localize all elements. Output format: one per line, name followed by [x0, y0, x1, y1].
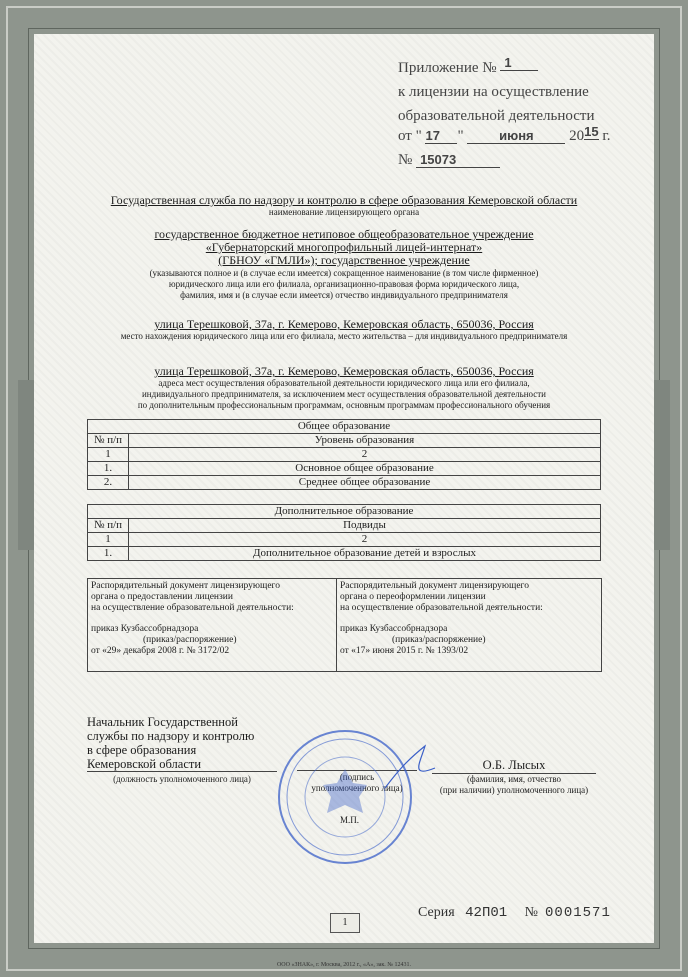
- activity-address: улица Терешковой, 37а, г. Кемерово, Кемеровская область, 650036, Россия: [154, 364, 534, 378]
- general-education-table: Общее образование № п/п Уровень образования 1 2 1. Основное общее образование 2. Среднее общее образование: [87, 419, 601, 490]
- org-address: улица Терешковой, 37а, г. Кемерово, Кемеровская область, 650036, Россия: [154, 317, 534, 331]
- appendix-number: 1: [500, 55, 537, 71]
- official-name: О.Б. Лысых: [432, 758, 596, 774]
- position-caption: (должность уполномоченного лица): [113, 774, 251, 784]
- org-name: государственное бюджетное нетиповое общеобразовательное учреждение «Губернаторский многопрофильный лицей-интернат» (ГБНОУ «ГМЛИ»); государственное учреждение: [154, 227, 534, 267]
- org-caption: (указываются полное и (в случае если имеется) сокращенное наименование (в том числе фирменное) юридического лица или его филиала, организационно-правовая форма юридического лица, фамилия, имя и (в случае если имеется) отчество индивидуального предпринимателя: [149, 268, 539, 300]
- appendix-line1: к лицензии на осуществление: [398, 84, 589, 100]
- form-series: Серия 42П01 № 0001571: [418, 905, 611, 921]
- official-position: Начальник Государственной службы по надзору и контролю в сфере образования Кемеровской области: [87, 715, 277, 772]
- appendix-month: июня: [467, 128, 565, 144]
- table-row: 1 2: [88, 533, 601, 547]
- right-frame-band: [654, 380, 670, 550]
- org-address-caption: место нахождения юридического лица или его филиала, место жительства – для индивидуального предпринимателя: [120, 331, 568, 341]
- additional-education-table: Дополнительное образование № п/п Подвиды 1 2 1. Дополнительное образование детей и взрослых: [87, 504, 601, 561]
- additional-title: Дополнительное образование: [88, 505, 601, 519]
- doc-issue-box: Распорядительный документ лицензирующего органа о предоставлении лицензии на осуществление образовательной деятельности: приказ Кузбассобрнадзора (приказ/распоряжение) от «29» декабря 2008 г. № 3172/02: [87, 578, 337, 672]
- stamp-place-label: М.П.: [340, 815, 360, 825]
- appendix-year: 15: [584, 124, 599, 139]
- appendix-date: от " 17 " июня 2015 г.: [398, 124, 611, 144]
- signature-caption: (подпись уполномоченного лица): [311, 772, 403, 793]
- name-caption: (фамилия, имя, отчество (при наличии) уполномоченного лица): [439, 774, 589, 795]
- authority-name: Государственная служба по надзору и контролю в сфере образования Кемеровской области: [110, 193, 578, 207]
- activity-caption: адреса мест осуществления образовательной деятельности юридического лица или его филиала, индивидуального предпринимателя, за исключением мест осуществления образовательной деятельности по дополнительным профессиональным программам, основным программам профессионального обучения: [137, 378, 551, 410]
- table-row: 1. Основное общее образование: [88, 462, 601, 476]
- table-row: 1. Дополнительное образование детей и взрослых: [88, 547, 601, 561]
- table-row: 2. Среднее общее образование: [88, 476, 601, 490]
- signature-scribble: [380, 738, 440, 798]
- printer-info: ООО «ЗНАК», г. Москва, 2012 г., «А», зак. № 12431.: [276, 962, 412, 968]
- appendix-line2: образовательной деятельности: [398, 108, 595, 124]
- page-number: 1: [330, 913, 360, 933]
- left-frame-band: [18, 380, 34, 550]
- doc-reissue-box: Распорядительный документ лицензирующего органа о переоформлении лицензии на осуществление образовательной деятельности: приказ Кузбассобрнадзора (приказ/распоряжение) от «17» июня 2015 г. № 1393/02: [336, 578, 602, 672]
- authority-caption: наименование лицензирующего органа: [268, 207, 420, 217]
- appendix-label: Приложение № 1: [398, 60, 538, 77]
- appendix-day: 17: [425, 128, 457, 144]
- general-title: Общее образование: [88, 420, 601, 434]
- table-row: 1 2: [88, 448, 601, 462]
- appendix-license-number: № 15073: [398, 152, 500, 169]
